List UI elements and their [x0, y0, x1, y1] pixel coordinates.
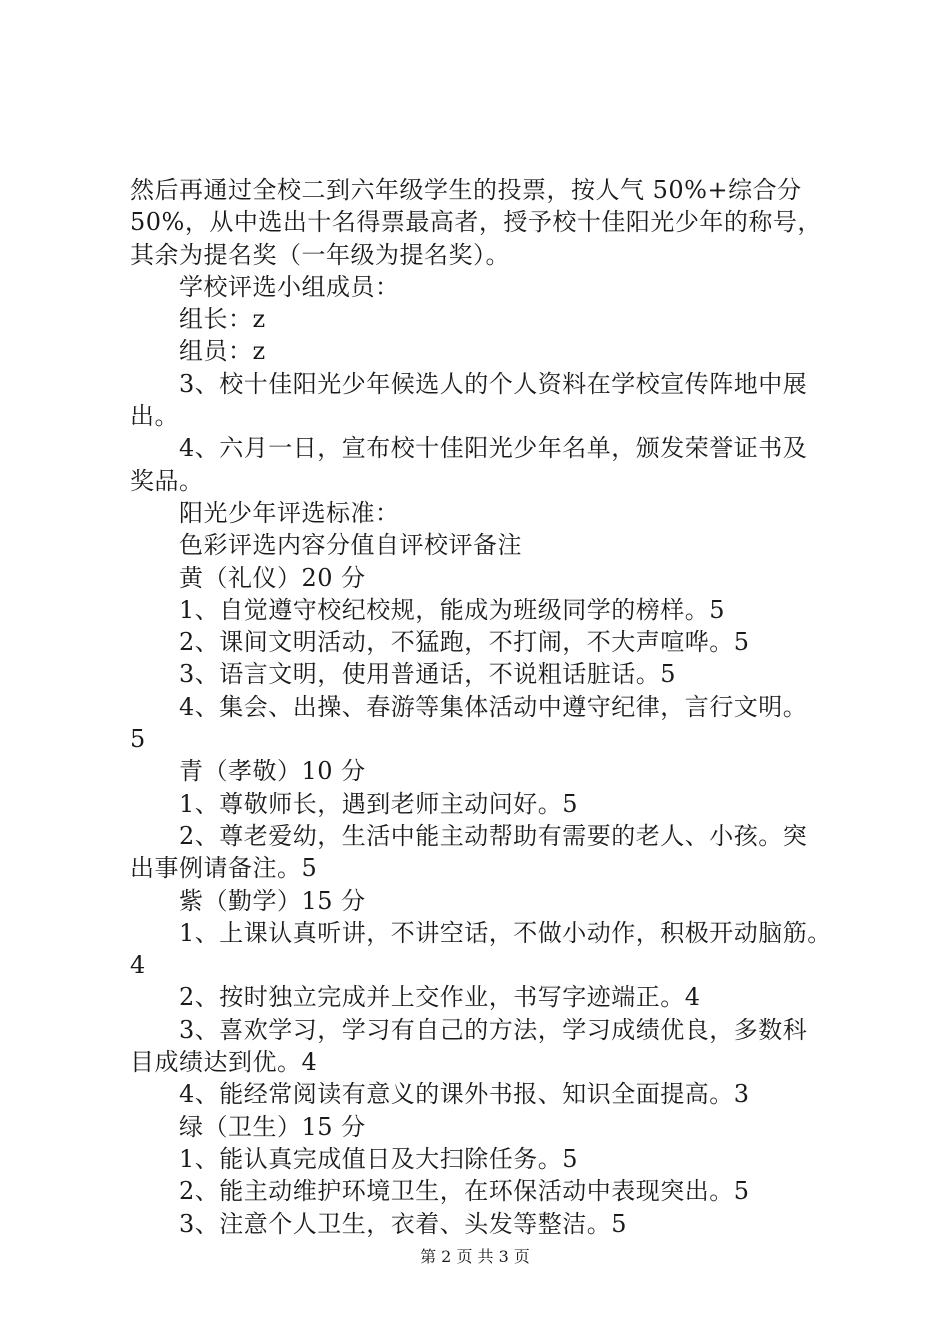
- text-line: 4、集会、出操、春游等集体活动中遵守纪律，言行文明。: [179, 692, 808, 721]
- text-line: 1、尊敬师长，遇到老师主动问好。5: [179, 789, 579, 818]
- text-line: 色彩评选内容分值自评校评备注: [179, 531, 522, 560]
- text-line: 3、校十佳阳光少年候选人的个人资料在学校宣传阵地中展: [179, 369, 808, 398]
- text-line: 3、语言文明，使用普通话，不说粗话脏话。5: [179, 660, 677, 689]
- text-line: 青（孝敬）10 分: [179, 757, 366, 786]
- text-line: 4: [130, 951, 146, 980]
- text-line: 4、六月一日，宣布校十佳阳光少年名单，颁发荣誉证书及: [179, 434, 808, 463]
- text-line: 阳光少年评选标准：: [179, 498, 400, 527]
- text-line: 绿（卫生）15 分: [179, 1112, 366, 1141]
- text-line: 黄（礼仪）20 分: [179, 563, 366, 592]
- text-line: 紫（勤学）15 分: [179, 886, 366, 915]
- text-line: 2、能主动维护环境卫生，在环保活动中表现突出。5: [179, 1177, 750, 1206]
- text-line: 组员：z: [179, 337, 266, 366]
- text-line: 3、注意个人卫生，衣着、头发等整洁。5: [179, 1209, 628, 1238]
- text-line: 组长：z: [179, 305, 266, 334]
- text-line: 然后再通过全校二到六年级学生的投票，按人气 50%+综合分: [130, 176, 802, 204]
- text-line: 4、能经常阅读有意义的课外书报、知识全面提高。3: [179, 1080, 750, 1109]
- text-line: 出事例请备注。5: [130, 854, 318, 883]
- text-line: 5: [130, 725, 146, 754]
- document-body: [130, 174, 860, 1240]
- text-line: 2、尊老爱幼，生活中能主动帮助有需要的老人、小孩。突: [179, 821, 808, 850]
- text-line: 1、能认真完成值日及大扫除任务。5: [179, 1144, 579, 1173]
- text-line: 目成绩达到优。4: [130, 1048, 318, 1077]
- text-line: 1、上课认真听讲，不讲空话，不做小动作，积极开动脑筋。: [179, 918, 832, 947]
- text-line: 3、喜欢学习，学习有自己的方法，学习成绩优良，多数科: [179, 1015, 808, 1044]
- text-line: 学校评选小组成员：: [179, 272, 400, 301]
- text-line: 其余为提名奖（一年级为提名奖）。: [130, 240, 510, 269]
- text-line: 奖品。: [130, 466, 204, 495]
- text-line: 2、按时独立完成并上交作业，书写字迹端正。4: [179, 983, 701, 1012]
- text-line: 50%，从中选出十名得票最高者，授予校十佳阳光少年的称号，: [130, 208, 822, 237]
- text-line: 出。: [130, 402, 179, 431]
- page-footer: 第 2 页 共 3 页: [420, 1247, 530, 1266]
- text-line: 2、课间文明活动，不猛跑，不打闹，不大声喧哗。5: [179, 628, 750, 657]
- text-line: 1、自觉遵守校纪校规，能成为班级同学的榜样。5: [179, 595, 726, 624]
